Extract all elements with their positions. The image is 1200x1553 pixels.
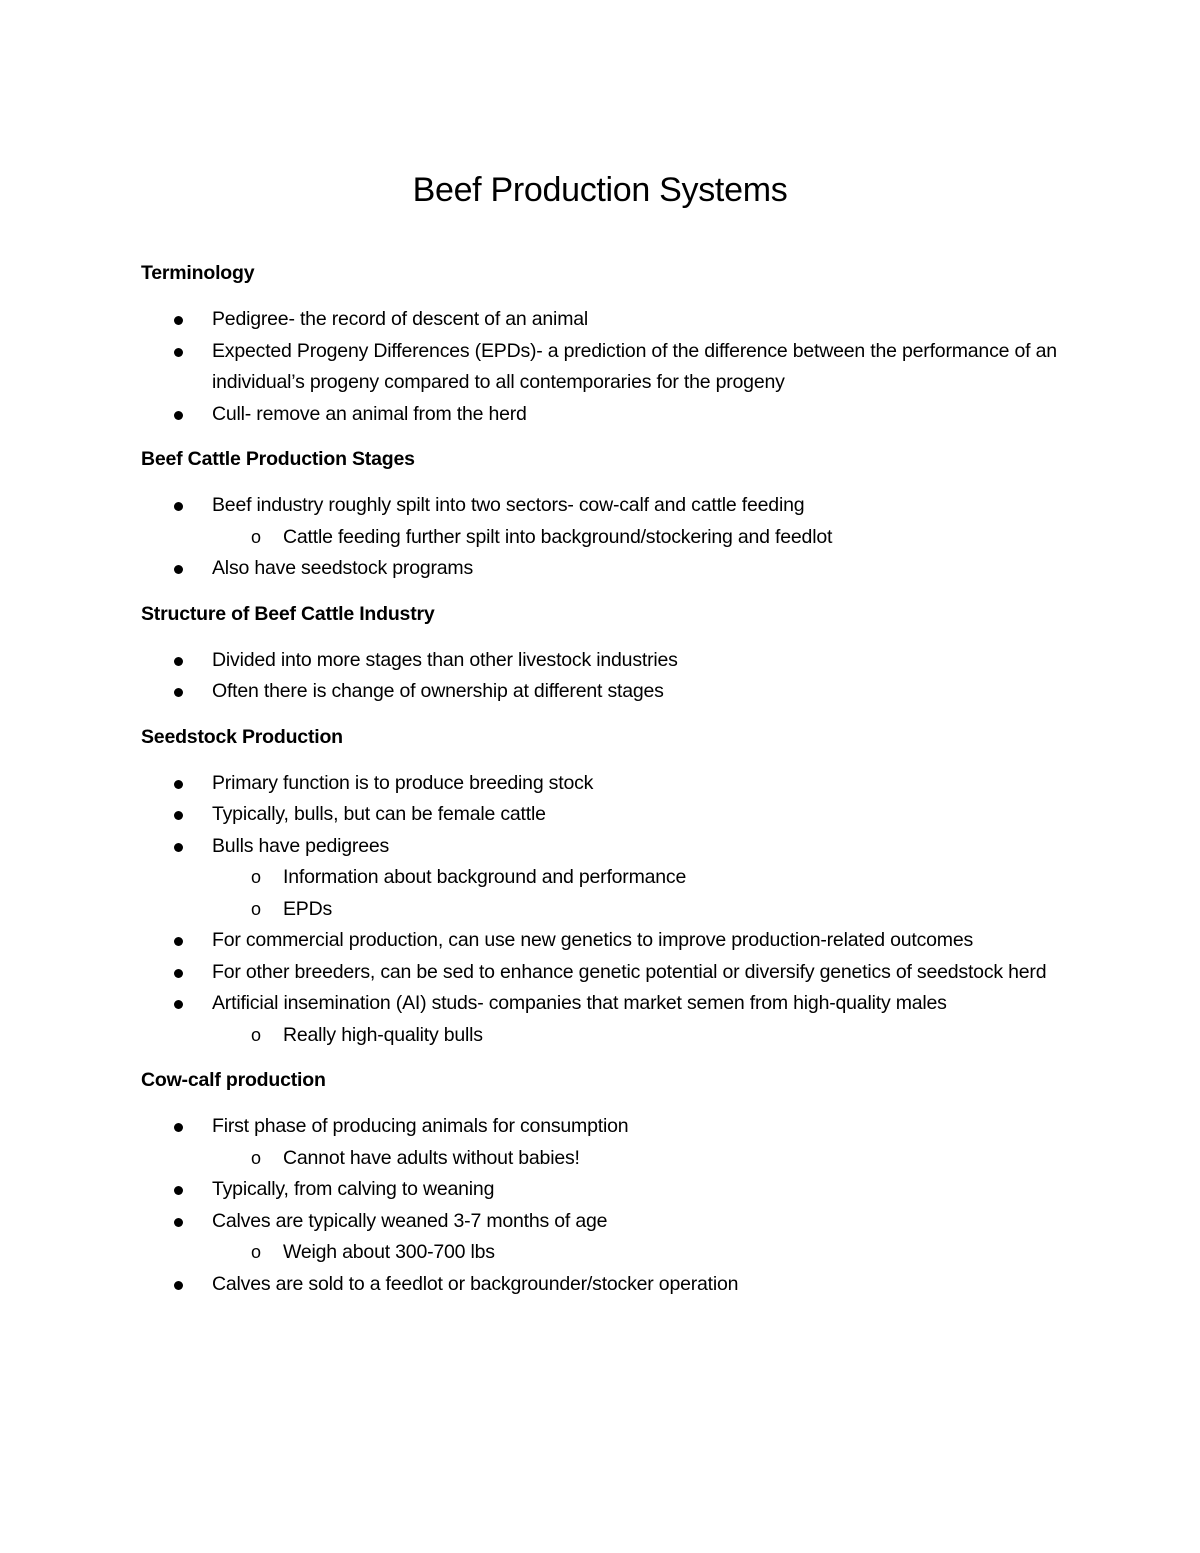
bullet-icon xyxy=(174,316,183,325)
bullet-item xyxy=(141,988,1081,1051)
bullet-list xyxy=(141,768,1081,1052)
bullet-text: Divided into more stages than other livestock industries xyxy=(212,648,678,671)
bullet-text: For other breeders, can be sed to enhance genetic potential or diversify genetics of seedstock herd xyxy=(212,960,1047,983)
bullet-text: Calves are sold to a feedlot or backgrounder/stocker operation xyxy=(212,1272,739,1295)
section xyxy=(141,722,1081,1052)
circle-bullet-icon: o xyxy=(251,898,261,919)
bullet-icon xyxy=(174,1000,183,1009)
bullet-icon xyxy=(174,348,183,357)
section xyxy=(141,258,1081,430)
section-heading: Structure of Beef Cattle Industry xyxy=(141,602,435,625)
bullet-item xyxy=(141,1174,1081,1206)
section-heading: Beef Cattle Production Stages xyxy=(141,448,415,470)
bullet-item xyxy=(141,490,1081,553)
bullet-text: Expected Progeny Differences (EPDs)- a prediction of the difference between the performance of an individual’s progeny compared to all contemporaries for the progeny xyxy=(212,339,1057,393)
circle-bullet-icon: o xyxy=(251,1147,261,1168)
document-title: Beef Production Systems xyxy=(412,171,788,209)
bullet-text: Artificial insemination (AI) studs- companies that market semen from high-quality males xyxy=(212,992,947,1014)
sub-bullet-item xyxy=(212,894,1081,926)
bullet-icon xyxy=(174,1186,183,1195)
bullet-icon xyxy=(174,843,183,852)
sub-bullet-list xyxy=(212,522,1081,554)
bullet-item xyxy=(141,1269,1081,1301)
bullet-text: First phase of producing animals for consumption xyxy=(212,1115,629,1137)
bullet-icon xyxy=(174,937,183,946)
bullet-icon xyxy=(174,657,183,666)
section-heading: Cow-calf production xyxy=(141,1069,326,1091)
section xyxy=(141,1065,1081,1300)
bullet-list xyxy=(141,1111,1081,1300)
bullet-icon xyxy=(174,1281,183,1290)
sub-bullet-text: Weigh about 300-700 lbs xyxy=(283,1241,495,1263)
sub-bullet-text: Cattle feeding further spilt into background/stockering and feedlot xyxy=(283,525,833,548)
bullet-text: Typically, from calving to weaning xyxy=(212,1178,495,1200)
sub-bullet-text: Really high-quality bulls xyxy=(283,1023,483,1046)
sub-bullet-text: Information about background and performance xyxy=(283,866,687,888)
bullet-list xyxy=(141,490,1081,585)
bullet-list xyxy=(141,304,1081,430)
bullet-text: Often there is change of ownership at different stages xyxy=(212,680,664,702)
bullet-item xyxy=(141,304,1081,336)
section-heading: Terminology xyxy=(141,262,255,284)
bullet-icon xyxy=(174,969,183,978)
sub-bullet-list xyxy=(212,1237,1081,1269)
bullet-text: Pedigree- the record of descent of an animal xyxy=(212,308,589,330)
bullet-item xyxy=(141,925,1081,957)
bullet-text: Also have seedstock programs xyxy=(212,557,474,579)
bullet-item xyxy=(141,1111,1081,1174)
bullet-text: Cull- remove an animal from the herd xyxy=(212,402,527,425)
circle-bullet-icon: o xyxy=(251,526,261,547)
bullet-item xyxy=(141,768,1081,800)
sub-bullet-list xyxy=(212,1020,1081,1052)
bullet-text: Bulls have pedigrees xyxy=(212,834,390,857)
circle-bullet-icon: o xyxy=(251,1242,261,1262)
sub-bullet-text: Cannot have adults without babies! xyxy=(283,1146,580,1169)
bullet-text: Primary function is to produce breeding stock xyxy=(212,771,594,794)
section-heading: Seedstock Production xyxy=(141,725,343,748)
bullet-icon xyxy=(174,780,183,789)
bullet-item xyxy=(141,831,1081,926)
bullet-item xyxy=(141,799,1081,831)
bullet-icon xyxy=(174,1218,183,1227)
sub-bullet-item xyxy=(212,522,1081,554)
circle-bullet-icon: o xyxy=(251,867,261,887)
section xyxy=(141,444,1081,585)
bullet-item xyxy=(141,676,1081,708)
sub-bullet-item xyxy=(212,862,1081,894)
sub-bullet-item xyxy=(212,1237,1081,1269)
bullet-icon xyxy=(174,565,183,574)
bullet-text: Calves are typically weaned 3-7 months of age xyxy=(212,1209,608,1232)
bullet-icon xyxy=(174,411,183,420)
circle-bullet-icon: o xyxy=(251,1024,261,1045)
bullet-item xyxy=(141,336,1081,399)
sub-bullet-item xyxy=(212,1020,1081,1052)
bullet-icon xyxy=(174,502,183,511)
bullet-text: For commercial production, can use new genetics to improve production-related outcomes xyxy=(212,929,974,951)
sub-bullet-list xyxy=(212,1143,1081,1175)
section xyxy=(141,599,1081,708)
bullet-text: Beef industry roughly spilt into two sectors- cow-calf and cattle feeding xyxy=(212,494,805,516)
bullet-item xyxy=(141,399,1081,431)
bullet-item xyxy=(141,645,1081,677)
sub-bullet-item xyxy=(212,1143,1081,1175)
bullet-icon xyxy=(174,1123,183,1132)
sub-bullet-text: EPDs xyxy=(283,897,333,920)
bullet-item xyxy=(141,553,1081,585)
bullet-list xyxy=(141,645,1081,708)
bullet-icon xyxy=(174,688,183,697)
bullet-item xyxy=(141,1206,1081,1269)
sub-bullet-list xyxy=(212,862,1081,925)
bullet-icon xyxy=(174,811,183,820)
bullet-item xyxy=(141,957,1081,989)
bullet-text: Typically, bulls, but can be female cattle xyxy=(212,803,546,825)
document-body xyxy=(141,258,1081,1314)
